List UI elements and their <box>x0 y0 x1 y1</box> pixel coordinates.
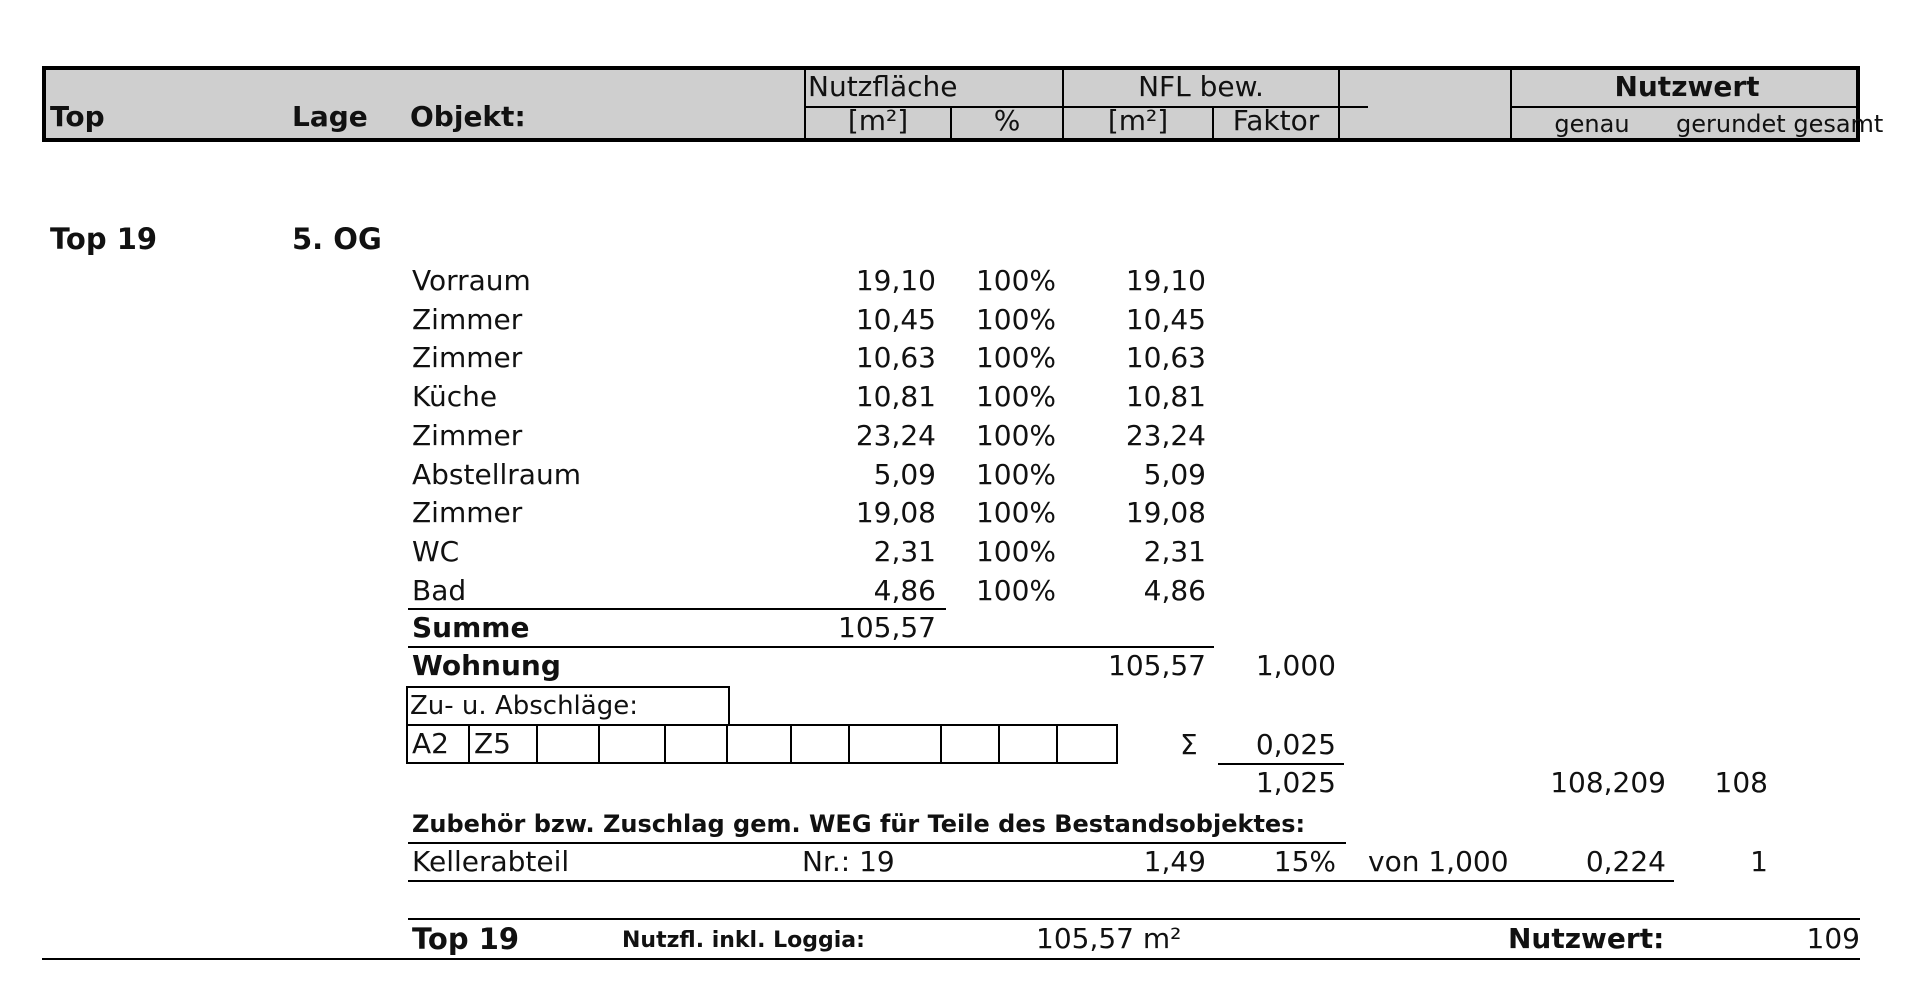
room-percent: 100% <box>975 302 1056 336</box>
room-name: Zimmer <box>412 302 523 336</box>
room-area: 19,10 <box>855 264 936 297</box>
room-area: 10,81 <box>855 380 936 414</box>
unit-top: Top 19 <box>50 222 158 256</box>
room-percent: 100% <box>975 496 1056 530</box>
room-area: 19,08 <box>855 496 936 530</box>
room-name: WC <box>412 534 460 568</box>
room-name: Zimmer <box>412 341 523 375</box>
room-percent: 100% <box>975 380 1056 414</box>
zubehoer-name: Kellerabteil <box>412 845 570 878</box>
zuschlag-code-cell <box>600 724 666 764</box>
zuschlaege-label: Zu- u. Abschläge: <box>410 691 638 721</box>
zuschlag-code-cell <box>850 724 942 764</box>
header-objekt: Objekt: <box>410 100 526 133</box>
room-percent: 100% <box>975 418 1056 452</box>
zubehoer-heading: Zubehör bzw. Zuschlag gem. WEG für Teile des Bestandsobjektes: <box>412 810 1306 838</box>
wohnung-nfl: 105,57 <box>1108 649 1206 682</box>
room-name: Abstellraum <box>412 457 581 491</box>
room-nfl: 4,86 <box>1143 573 1206 607</box>
wohnung-label: Wohnung <box>412 649 561 682</box>
zuschlag-code-cell <box>666 724 728 764</box>
room-area: 4,86 <box>873 573 936 607</box>
room-percent: 100% <box>975 573 1056 607</box>
table-header <box>42 66 1884 142</box>
zuschlag-code-cell <box>538 724 600 764</box>
wohnung-faktor: 1,000 <box>1255 649 1336 682</box>
room-area: 5,09 <box>873 457 936 491</box>
zuschlag-code-cell <box>942 724 1000 764</box>
room-name: Bad <box>412 573 467 607</box>
room-nfl: 10,81 <box>1125 380 1206 414</box>
room-percent: 100% <box>975 341 1056 375</box>
room-nfl: 10,63 <box>1125 341 1206 375</box>
room-nfl: 2,31 <box>1143 534 1206 568</box>
zuschlag-code-cell <box>1000 724 1058 764</box>
header-percent: % <box>993 104 1021 137</box>
room-name: Küche <box>412 380 498 414</box>
header-top: Top <box>50 100 105 133</box>
summe-label: Summe <box>412 611 530 644</box>
header-faktor: Faktor <box>1232 104 1320 137</box>
zuschlaege-sum: 0,025 <box>1255 728 1336 761</box>
zubehoer-gerundet: 1 <box>1750 845 1768 878</box>
footer-nutzfl-label: Nutzfl. inkl. Loggia: <box>622 928 865 953</box>
room-percent: 100% <box>975 264 1056 297</box>
summe-value: 105,57 <box>838 611 936 644</box>
room-area: 10,63 <box>855 341 936 375</box>
header-nutzflaeche: Nutzfläche <box>808 70 958 103</box>
header-nfl-unit: [m²] <box>1107 104 1169 137</box>
room-area: 23,24 <box>855 418 936 452</box>
room-name: Vorraum <box>412 264 531 297</box>
footer-nutzwert-label: Nutzwert: <box>1508 922 1665 955</box>
header-nutzwert: Nutzwert <box>1614 70 1760 103</box>
zubehoer-genau: 0,224 <box>1585 845 1666 878</box>
header-genau: genau <box>1554 110 1630 138</box>
header-nfl-bew: NFL bew. <box>1138 70 1264 103</box>
header-lage: Lage <box>292 100 368 133</box>
room-name: Zimmer <box>412 496 523 530</box>
footer-top: Top 19 <box>412 922 520 956</box>
header-gerundet-gesamt: gerundet gesamt <box>1676 110 1884 138</box>
zuschlag-code-cell <box>792 724 850 764</box>
room-name: Zimmer <box>412 418 523 452</box>
room-percent: 100% <box>975 457 1056 491</box>
zuschlag-code-cell: Z5 <box>470 724 538 764</box>
room-area: 10,45 <box>855 302 936 336</box>
sigma-symbol: Σ <box>1180 728 1198 761</box>
room-nfl: 10,45 <box>1125 302 1206 336</box>
zubehoer-area: 1,49 <box>1143 845 1206 878</box>
zubehoer-von: von 1,000 <box>1368 845 1509 878</box>
zuschlag-code-cell <box>1058 724 1118 764</box>
zubehoer-pct: 15% <box>1273 845 1336 878</box>
footer-nutzfl-value: 105,57 m² <box>1036 922 1182 955</box>
room-nfl: 5,09 <box>1143 457 1206 491</box>
room-nfl: 23,24 <box>1125 418 1206 452</box>
room-area: 2,31 <box>873 534 936 568</box>
footer-nutzwert-value: 109 <box>1806 922 1860 955</box>
unit-lage: 5. OG <box>292 222 382 256</box>
room-percent: 100% <box>975 534 1056 568</box>
header-nutzflaeche-unit: [m²] <box>847 104 909 137</box>
room-nfl: 19,08 <box>1125 496 1206 530</box>
zubehoer-nr: Nr.: 19 <box>802 845 895 878</box>
zuschlag-code-cell <box>728 724 792 764</box>
total-faktor: 1,025 <box>1255 766 1336 799</box>
room-nfl: 19,10 <box>1125 264 1206 297</box>
total-gerundet: 108 <box>1714 766 1768 799</box>
total-genau: 108,209 <box>1550 766 1666 799</box>
zuschlag-code-cell: A2 <box>406 724 470 764</box>
